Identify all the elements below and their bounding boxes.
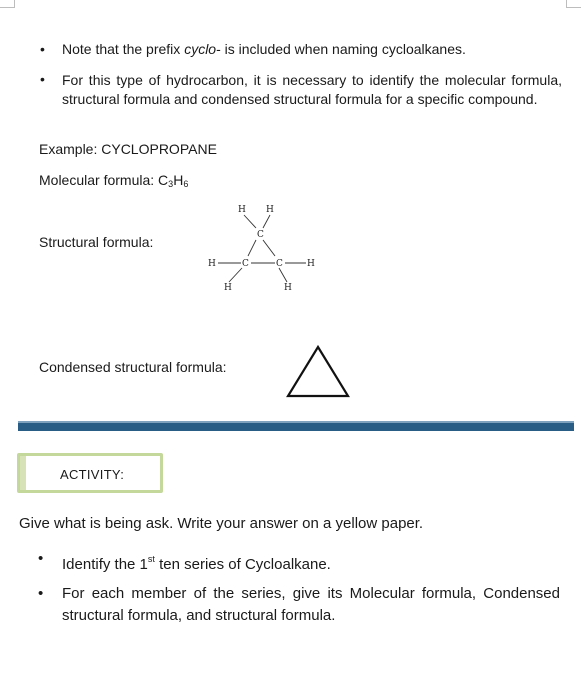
atom-c: C (242, 259, 249, 269)
triangle-icon (284, 344, 352, 400)
note-text: For this type of hydrocarbon, it is necessary to identify the molecular formula, structural formula and condensed structural formula for a specific compound. (62, 72, 562, 107)
molecular-formula-line: Molecular formula: $C_3H_6$ (39, 172, 189, 189)
bond (244, 215, 256, 228)
atom-h: H (284, 283, 292, 293)
atom-c: C (276, 259, 283, 269)
bullet-dot: • (40, 41, 45, 57)
atom-h: H (208, 259, 216, 269)
page-corner-mark-right (566, 0, 581, 8)
activity-item-formulas (38, 583, 568, 629)
structural-formula-label: Structural formula: (39, 234, 154, 250)
bullet-dot: • (38, 550, 44, 567)
page-corner-mark-left (0, 0, 15, 8)
bond (248, 240, 256, 256)
atom-h: H (307, 259, 315, 269)
activity-item-text: Identify the 1st ten series of Cycloalkane. (62, 554, 331, 573)
bond (229, 268, 242, 282)
example-line: Example: CYCLOPROPANE (39, 141, 217, 157)
atom-h: H (224, 283, 232, 293)
activity-instruction: Give what is being ask. Write your answer on a yellow paper. (19, 515, 424, 532)
note-bullet-hydrocarbon (40, 71, 562, 131)
activity-item-text: For each member of the series, give its Molecular formula, Condensed structural formula, and structural formula. (62, 585, 560, 624)
bullet-dot: • (40, 71, 45, 87)
bond (279, 268, 287, 282)
compound-name: CYCLOPROPANE (101, 141, 217, 157)
structural-formula-diagram (196, 200, 326, 295)
bullet-dot: • (38, 585, 44, 602)
molecular-formula: $C_3H_6$ (158, 172, 189, 189)
bond (263, 215, 270, 228)
condensed-formula-label: Condensed structural formula: (39, 359, 227, 375)
note-text: Note that the prefix cyclo- is included when naming cycloalkanes. (62, 41, 466, 57)
activity-heading-box (17, 453, 163, 493)
atom-c: C (257, 230, 264, 240)
atom-h: H (266, 205, 274, 215)
activity-title: ACTIVITY: (60, 467, 125, 482)
note-bullet-cyclo (40, 40, 570, 60)
atom-h: H (238, 205, 246, 215)
activity-item-identify (38, 548, 568, 572)
bond (263, 240, 275, 256)
section-divider (18, 423, 574, 431)
